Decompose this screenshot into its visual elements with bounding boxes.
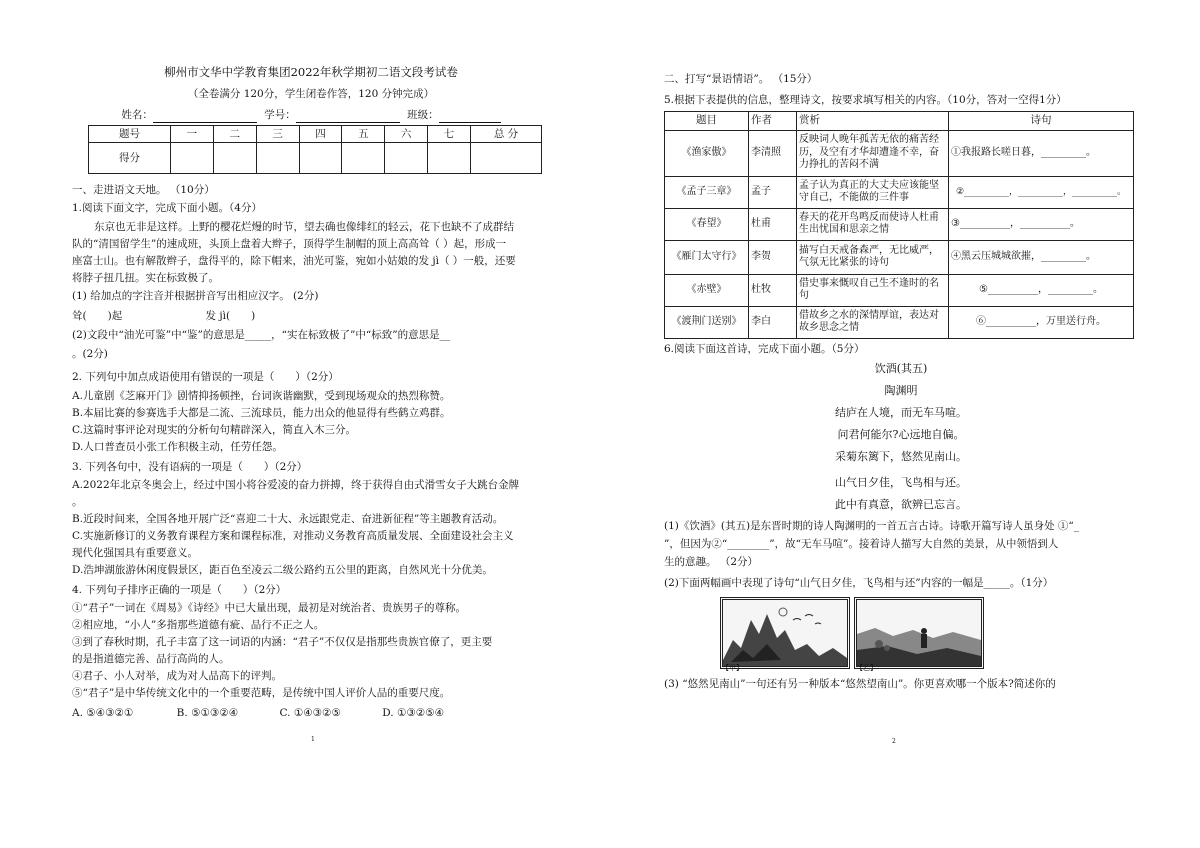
score-header-cell: 总 分 — [471, 126, 542, 143]
question-4-title: 4. 下列句子排序正确的一项是（ ）（2分） — [72, 583, 287, 596]
q1-passage — [72, 219, 550, 287]
poem-note-cell: 春天的花开鸟鸣反而使诗人杜甫生出忧国和思亲之情 — [797, 208, 949, 240]
q3-options — [72, 477, 550, 579]
score-cell[interactable] — [170, 143, 213, 174]
score-header-cell: 四 — [299, 126, 342, 143]
figure-jia-image — [720, 597, 850, 669]
poem-author-cell: 李清照 — [749, 130, 797, 176]
option-d[interactable]: D. ①③②⑤④ — [382, 706, 445, 719]
poem-author-cell: 李白 — [749, 306, 797, 338]
poem-table-header-cell: 赏析 — [797, 112, 949, 130]
poem-author-cell: 孟子 — [749, 176, 797, 208]
q6-1-line: ”，但因为②“________”，故“无车马喧”。接着诗人描写大自然的美景，从中领悟到人 — [664, 538, 1059, 551]
score-cell[interactable] — [299, 143, 342, 174]
option-b[interactable]: B.本届比赛的参赛选手大都是二流、三流球员，能力出众的他显得有些鹤立鸡群。 — [72, 406, 451, 419]
poem-verse-cell[interactable]: ①我报路长嗟日暮，_________。 — [949, 130, 1134, 176]
question-6-3: (3) “悠然见南山”一句还有另一种版本“悠然望南山”。你更喜欢哪一个版本?简述你的 — [664, 678, 1056, 691]
passage-line: 座富士山。也有解散辫子，盘得平的，除下帽来，油光可鉴，宛如小姑娘的发 jì（ ）一般，还要 — [72, 255, 516, 268]
poem-title-cell: 《赤壁》 — [665, 274, 749, 306]
option-c-cont: 现代化强国具有重要意义。 — [72, 546, 198, 559]
score-header-cell: 一 — [170, 126, 213, 143]
question-1-1: (1) 给加点的字注音并根据拼音写出相应汉字。 (2分) — [72, 290, 319, 303]
poem-line: 此中有真意，欲辨已忘言。 — [835, 497, 967, 511]
q4-items — [72, 600, 550, 702]
score-table-header — [89, 126, 542, 143]
question-1-title: 1.阅读下面文字，完成下面小题。（4分） — [72, 202, 262, 215]
option-a[interactable]: A. ⑤④③②① — [72, 706, 134, 719]
score-header-cell: 六 — [385, 126, 428, 143]
poem-title-cell: 《渔家傲》 — [665, 130, 749, 176]
id-label: 学号： — [264, 108, 296, 121]
poem-table-header-cell: 作者 — [749, 112, 797, 130]
option-a[interactable]: A.儿童剧《芝麻开门》剧情抑扬顿挫，台词诙谐幽默，受到现场观众的热烈称赞。 — [72, 389, 451, 402]
poem-body — [664, 405, 1138, 513]
question-6-1 — [664, 518, 1138, 572]
score-row-label: 得分 — [89, 143, 171, 174]
question-1-2-end: 。(2分) — [72, 348, 108, 361]
poem-note-cell: 孟子认为真正的大丈夫应该能坚守自己，不能做的三件事 — [797, 176, 949, 208]
chrysanthemum-scene-icon — [857, 600, 981, 666]
poem-note-cell: 借故乡之水的深情厚谊，表达对故乡思念之情 — [797, 306, 949, 338]
poem-line: 问君何能尔?心远地自偏。 — [837, 427, 965, 441]
poem-table-row — [665, 274, 1134, 306]
page-number-right: 2 — [892, 738, 896, 745]
mountain-landscape-icon — [723, 600, 847, 666]
question-3-title: 3. 下列各句中，没有语病的一项是（ ）（2分） — [72, 460, 308, 473]
option-d[interactable]: D.人口普查员小张工作积极主动，任劳任怨。 — [72, 440, 283, 453]
score-header-cell: 三 — [256, 126, 299, 143]
poem-author-cell: 杜甫 — [749, 208, 797, 240]
poem-table-row — [665, 176, 1134, 208]
name-label: 姓名： — [121, 108, 153, 121]
figure-yi-label: 【乙】 — [856, 664, 877, 673]
class-label: 班级： — [407, 108, 439, 121]
poem-table-row — [665, 208, 1134, 240]
left-column-body — [72, 183, 550, 721]
question-2-title: 2. 下列句中加点成语使用有错误的一项是（ ）（2分） — [72, 371, 339, 384]
sentence-item: ③到了春秋时期，孔子丰富了这一词语的内涵：“君子”不仅仅是指那些贵族官僚了，更主要 — [72, 635, 493, 648]
poem-author-cell: 李贺 — [749, 240, 797, 274]
id-field[interactable] — [296, 110, 400, 123]
blank-fa-ji[interactable]: 发 jì( ) — [205, 309, 256, 322]
poem-table — [664, 111, 1134, 338]
poem-title: 饮酒(其五) — [874, 361, 928, 375]
q4-options — [72, 706, 550, 721]
poem-verse-cell[interactable]: ③__________，__________。 — [949, 208, 1134, 240]
score-table — [88, 125, 542, 174]
score-header-cell: 二 — [213, 126, 256, 143]
poem-author-cell: 杜牧 — [749, 274, 797, 306]
sentence-item: ②相应地，“小人”多指那些道德有疵、品行不正之人。 — [72, 618, 325, 631]
question-6-2: (2)下面两幅画中表现了诗句“山气日夕佳，飞鸟相与还”内容的一幅是_____。（1分） — [664, 576, 1054, 589]
poem-title-cell: 《渡荆门送别》 — [665, 306, 749, 338]
page-number-left: 1 — [311, 736, 315, 743]
poem-table-header-cell: 诗句 — [949, 112, 1134, 130]
score-cell[interactable] — [342, 143, 385, 174]
option-d[interactable]: D.浩坤湖旅游休闲度假景区，距百色至凌云二级公路约五公里的距离，自然风光十分优美。 — [72, 563, 493, 576]
sentence-item-cont: 的是指道德完善、品行高尚的人。 — [72, 652, 230, 665]
option-c[interactable]: C.这篇时事评论对现实的分析句句精辟深入，简直入木三分。 — [72, 423, 356, 436]
poem-verse-cell[interactable]: ⑥__________，万里送行舟。 — [949, 306, 1134, 338]
score-table-row — [89, 143, 542, 174]
poem-title-cell: 《春望》 — [665, 208, 749, 240]
q6-1-line: (1)《饮酒》(其五)是东晋时期的诗人陶渊明的一首五言古诗。诗歌开篇写诗人虽身处 ①“_ — [664, 520, 1080, 533]
figure-yi-image — [854, 597, 984, 669]
q2-options — [72, 388, 550, 456]
option-c[interactable]: C. ①④③②⑤ — [279, 706, 341, 719]
option-c[interactable]: C.实施新修订的义务教育课程方案和课程标准，对推动义务教育高质量发展、全面建设社会主义 — [72, 529, 514, 542]
score-cell[interactable] — [256, 143, 299, 174]
class-field[interactable] — [439, 110, 501, 123]
score-header-cell: 七 — [428, 126, 471, 143]
poem-line: 山气日夕佳，飞鸟相与还。 — [835, 475, 967, 489]
poem-table-header — [665, 112, 1134, 130]
poem-note-cell: 借史事来慨叹自己生不逢时的名句 — [797, 274, 949, 306]
poem-line: 结庐在人境，而无车马喧。 — [835, 405, 967, 419]
passage-line: 东京也无非是这样。上野的樱花烂熳的时节，望去确也像绯红的轻云，花下也缺不了成群结 — [94, 221, 514, 234]
question-5-title: 5.根据下表提供的信息，整理诗文，按要求填写相关的内容。（10分，答对一空得1分） — [664, 94, 1067, 107]
poem-verse-cell[interactable]: ⑤__________，_________。 — [949, 274, 1134, 306]
poem-table-row — [665, 306, 1134, 338]
passage-line: 队的“清国留学生”的速成班，头顶上盘着大辫子，顶得学生制帽的顶上高高耸（ ）起，形成一 — [72, 238, 507, 251]
figure-pair — [720, 597, 980, 671]
question-1-1-blanks — [72, 309, 550, 324]
poem-author: 陶渊明 — [884, 383, 918, 397]
score-header-cell: 题号 — [89, 126, 171, 143]
option-b[interactable]: B. ⑤①③②④ — [176, 706, 239, 719]
score-cell[interactable] — [471, 143, 542, 174]
poem-note-cell: 反映词人晚年孤苦无依的痛苦经历，及空有才华却遭逢不幸，奋力挣扎的苦闷不满 — [797, 130, 949, 176]
sentence-item: ④君子、小人对举，成为对人品高下的评判。 — [72, 669, 282, 682]
score-cell[interactable] — [428, 143, 471, 174]
option-a[interactable]: A.2022年北京冬奥会上，经过中国小将谷爱凌的奋力拼搏，终于获得自由式滑雪女子大跳台金牌 — [72, 478, 520, 491]
option-a-cont: 。 — [72, 495, 83, 508]
passage-line: 将脖子扭几扭。实在标致极了。 — [72, 272, 219, 285]
question-1-2: (2)文段中“油光可鉴”中“鉴”的意思是_____，“实在标致极了”中“标致”的意思是__ — [72, 328, 451, 341]
poem-line: 采菊东篱下，悠然见南山。 — [835, 449, 967, 463]
blank-song[interactable]: 耸( )起 — [72, 309, 123, 322]
exam-title: 柳州市文华中学教育集团2022年秋学期初二语文段考试卷 — [164, 65, 458, 79]
section-2-heading: 二、打写“景语情语”。 （15分） — [664, 73, 818, 85]
right-column — [664, 72, 1138, 692]
option-b[interactable]: B.近段时间来，全国各地开展广泛“喜迎二十大、永远跟党走、奋进新征程”等主题教育活动。 — [72, 512, 504, 525]
poem-verse-cell[interactable]: ②__________，__________，__________。 — [949, 176, 1134, 208]
exam-subtitle: （全卷满分 120分，学生闭卷作答，120 分钟完成） — [187, 87, 435, 100]
q6-1-line: 生的意趣。 （2分） — [664, 556, 759, 569]
figure-jia-label: 【甲】 — [722, 664, 743, 673]
poem-title-cell: 《孟子三章》 — [665, 176, 749, 208]
poem-table-row — [665, 130, 1134, 176]
score-header-cell: 五 — [342, 126, 385, 143]
poem-note-cell: 描写白天戒备森严，无比威严，气氛无比紧张的诗句 — [797, 240, 949, 274]
exam-header — [72, 64, 550, 174]
poem-table-row — [665, 240, 1134, 274]
poem-verse-cell[interactable]: ④黑云压城城欲摧，_________。 — [949, 240, 1134, 274]
score-cell[interactable] — [385, 143, 428, 174]
score-cell[interactable] — [213, 143, 256, 174]
name-field[interactable] — [153, 110, 257, 123]
poem-title-cell: 《雁门太守行》 — [665, 240, 749, 274]
question-6-title: 6.阅读下面这首诗，完成下面小题。（5分） — [664, 342, 865, 355]
poem-table-header-cell: 题目 — [665, 112, 749, 130]
student-info-line — [72, 108, 550, 123]
sentence-item: ①“君子”一词在《周易》《诗经》中已大量出现，最初是对统治者、贵族男子的尊称。 — [72, 601, 466, 614]
sentence-item: ⑤“君子”是中华传统文化中的一个重要范畴，是传统中国人评价人品的重要尺度。 — [72, 686, 451, 699]
section-1-heading: 一、走进语文天地。 （10分） — [72, 184, 215, 196]
